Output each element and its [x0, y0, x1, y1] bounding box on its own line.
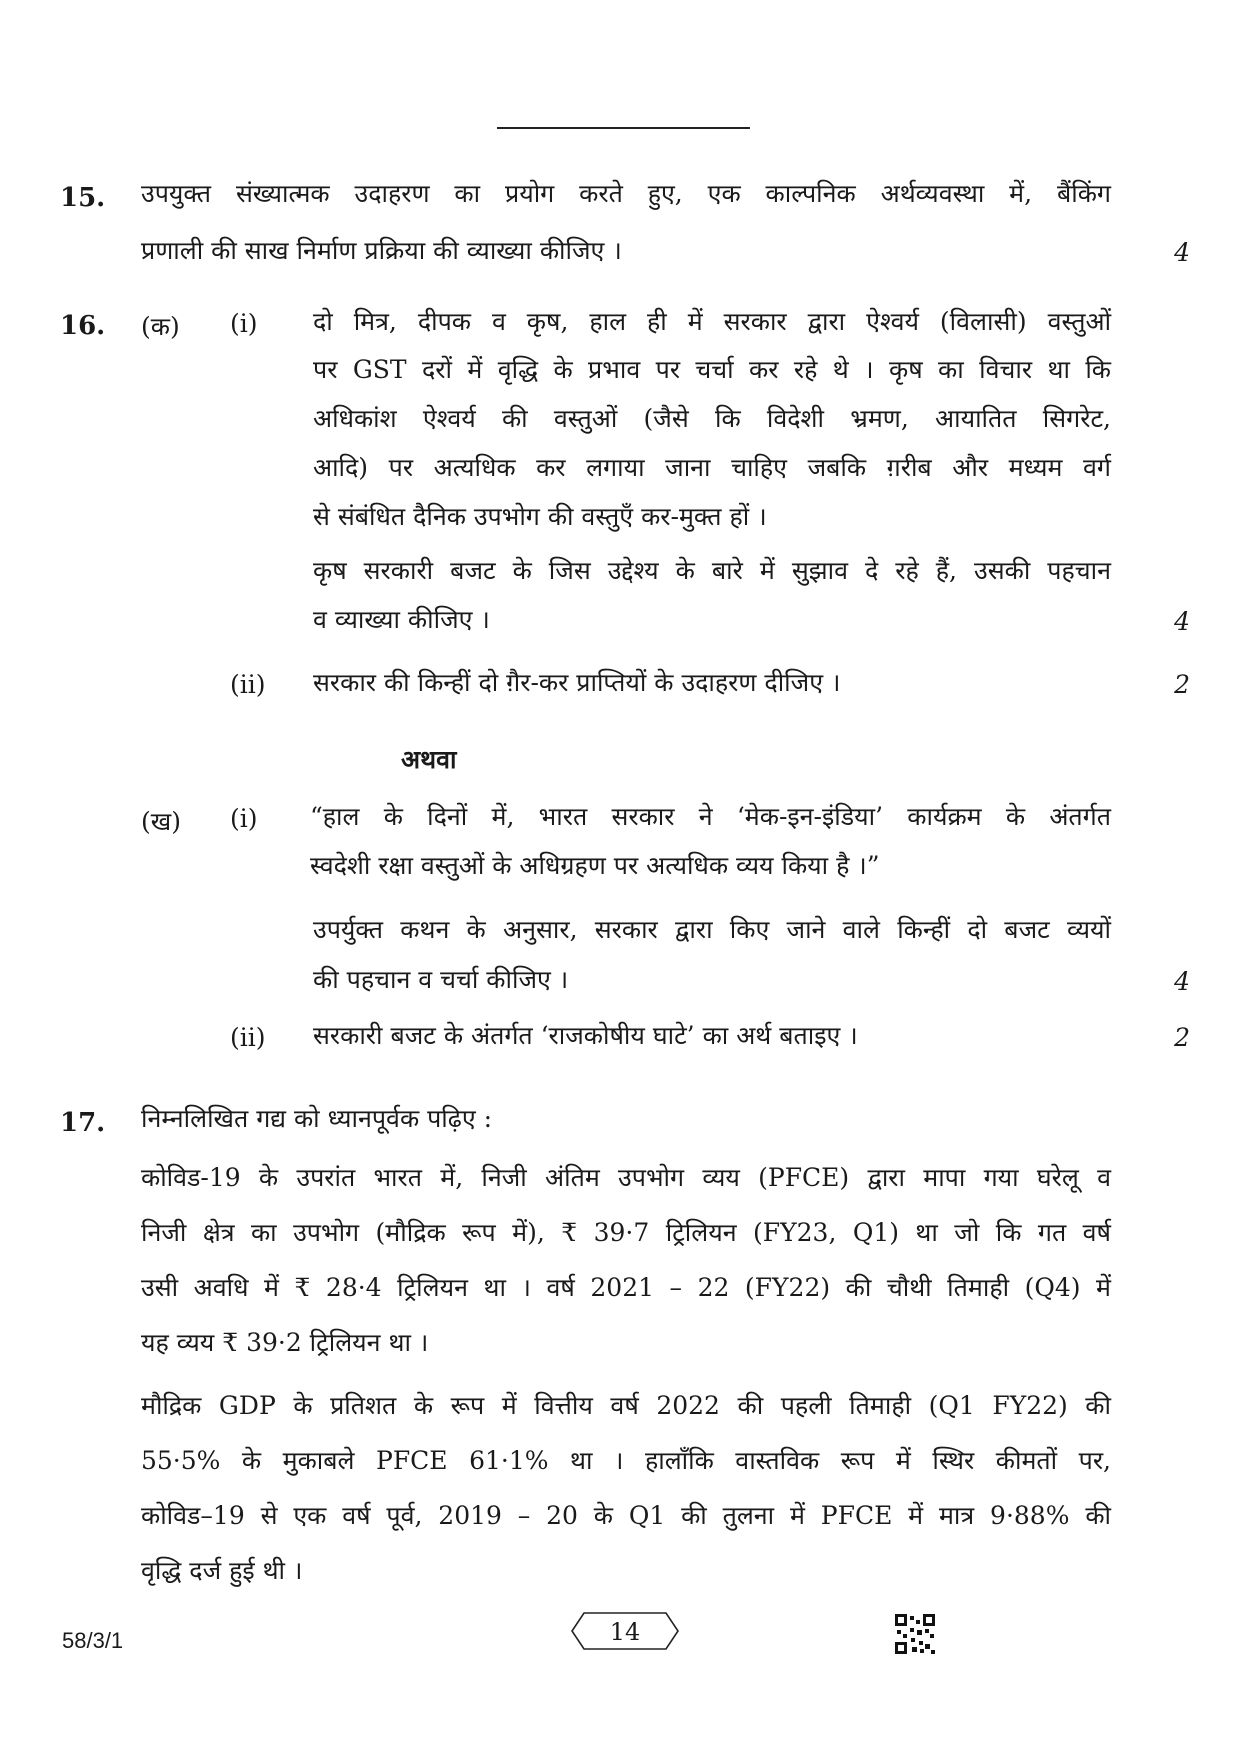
q17-para1-line-1: कोविड-19 के उपरांत भारत में, निजी अंतिम उपभोग व्यय (PFCE) द्वारा मापा गया घरेलू व: [141, 1163, 1111, 1192]
q16-a-i-label: (i): [230, 309, 258, 338]
q16-a-ii-text: सरकार की किन्हीं दो ग़ैर-कर प्राप्तियों के उदाहरण दीजिए ।: [313, 668, 841, 697]
q17-para2-line-4: वृद्धि दर्ज हुई थी ।: [141, 1556, 303, 1585]
q16-a-i-line-1: दो मित्र, दीपक व कृष, हाल ही में सरकार द्वारा ऐश्वर्य (विलासी) वस्तुओं: [313, 307, 1111, 336]
q16-a-i-marks: 4: [1174, 607, 1190, 636]
q16-b-i-marks: 4: [1174, 967, 1190, 996]
top-divider-rule: [497, 127, 750, 129]
q17-para1-line-4: यह व्यय ₹ 39·2 ट्रिलियन था ।: [141, 1328, 429, 1357]
q16-b-ii-label: (ii): [230, 1023, 266, 1052]
q15-marks: 4: [1174, 238, 1190, 267]
page-number: 14: [609, 1618, 641, 1646]
q16-b-i-question-line-1: उपर्युक्त कथन के अनुसार, सरकार द्वारा किए जाने वाले किन्हीं दो बजट व्ययों: [313, 915, 1111, 944]
q16-part-a-label: (क): [141, 312, 180, 341]
q17-para1-line-2: निजी क्षेत्र का उपभोग (मौद्रिक रूप में), ₹ 39·7 ट्रिलियन (FY23, Q1) था जो कि गत वर्ष: [141, 1218, 1111, 1247]
q16-a-i-line-3: अधिकांश ऐश्वर्य की वस्तुओं (जैसे कि विदेशी भ्रमण, आयातित सिगरेट,: [313, 404, 1111, 433]
q16-a-ii-marks: 2: [1174, 670, 1190, 699]
q17-para2-line-1: मौद्रिक GDP के प्रतिशत के रूप में वित्तीय वर्ष 2022 की पहली तिमाही (Q1 FY22) की: [141, 1391, 1111, 1420]
q16-a-i-line-2: पर GST दरों में वृद्धि के प्रभाव पर चर्चा कर रहे थे । कृष का विचार था कि: [313, 355, 1111, 384]
q16-b-i-label: (i): [230, 804, 258, 833]
qr-code-icon: [895, 1614, 935, 1654]
q16-b-i-question-line-2: की पहचान व चर्चा कीजिए ।: [313, 965, 569, 994]
q17-intro: निम्नलिखित गद्य को ध्यानपूर्वक पढ़िए :: [141, 1104, 493, 1133]
q16-a-i-line-4: आदि) पर अत्यधिक कर लगाया जाना चाहिए जबकि ग़रीब और मध्यम वर्ग: [313, 453, 1111, 482]
q16-b-ii-marks: 2: [1174, 1023, 1190, 1052]
q17-para2-line-3: कोविड–19 से एक वर्ष पूर्व, 2019 – 20 के Q1 की तुलना में PFCE में मात्र 9·88% की: [141, 1501, 1111, 1530]
q16-a-i-question-line-2: व व्याख्या कीजिए ।: [313, 605, 490, 634]
q16-b-i-line-1: “हाल के दिनों में, भारत सरकार ने ‘मेक-इन-इंडिया’ कार्यक्रम के अंतर्गत: [310, 802, 1111, 831]
paper-code: 58/3/1: [62, 1628, 124, 1653]
q15-line-1: उपयुक्त संख्यात्मक उदाहरण का प्रयोग करते हुए, एक काल्पनिक अर्थव्यवस्था में, बैंकिंग: [141, 179, 1111, 208]
q15-line-2: प्रणाली की साख निर्माण प्रक्रिया की व्याख्या कीजिए ।: [141, 236, 622, 265]
q16-a-ii-label: (ii): [230, 670, 266, 699]
question-15-number: 15.: [60, 183, 106, 213]
q17-para2-line-2: 55·5% के मुकाबले PFCE 61·1% था । हालाँकि वास्तविक रूप में स्थिर कीमतों पर,: [141, 1446, 1111, 1475]
question-17-number: 17.: [60, 1108, 106, 1138]
q16-a-i-question-line-1: कृष सरकारी बजट के जिस उद्देश्य के बारे में सुझाव दे रहे हैं, उसकी पहचान: [313, 556, 1111, 585]
q16-a-i-line-5: से संबंधित दैनिक उपभोग की वस्तुएँ कर-मुक्त हों ।: [313, 502, 767, 531]
q17-para1-line-3: उसी अवधि में ₹ 28·4 ट्रिलियन था । वर्ष 2021 – 22 (FY22) की चौथी तिमाही (Q4) में: [141, 1273, 1111, 1302]
q16-b-i-line-2: स्वदेशी रक्षा वस्तुओं के अधिग्रहण पर अत्यधिक व्यय किया है ।”: [310, 851, 880, 880]
q16-part-b-label: (ख): [141, 807, 181, 836]
q16-b-ii-text: सरकारी बजट के अंतर्गत ‘राजकोषीय घाटे’ का अर्थ बताइए ।: [313, 1021, 858, 1050]
or-separator: अथवा: [401, 745, 457, 774]
question-16-number: 16.: [60, 311, 106, 341]
